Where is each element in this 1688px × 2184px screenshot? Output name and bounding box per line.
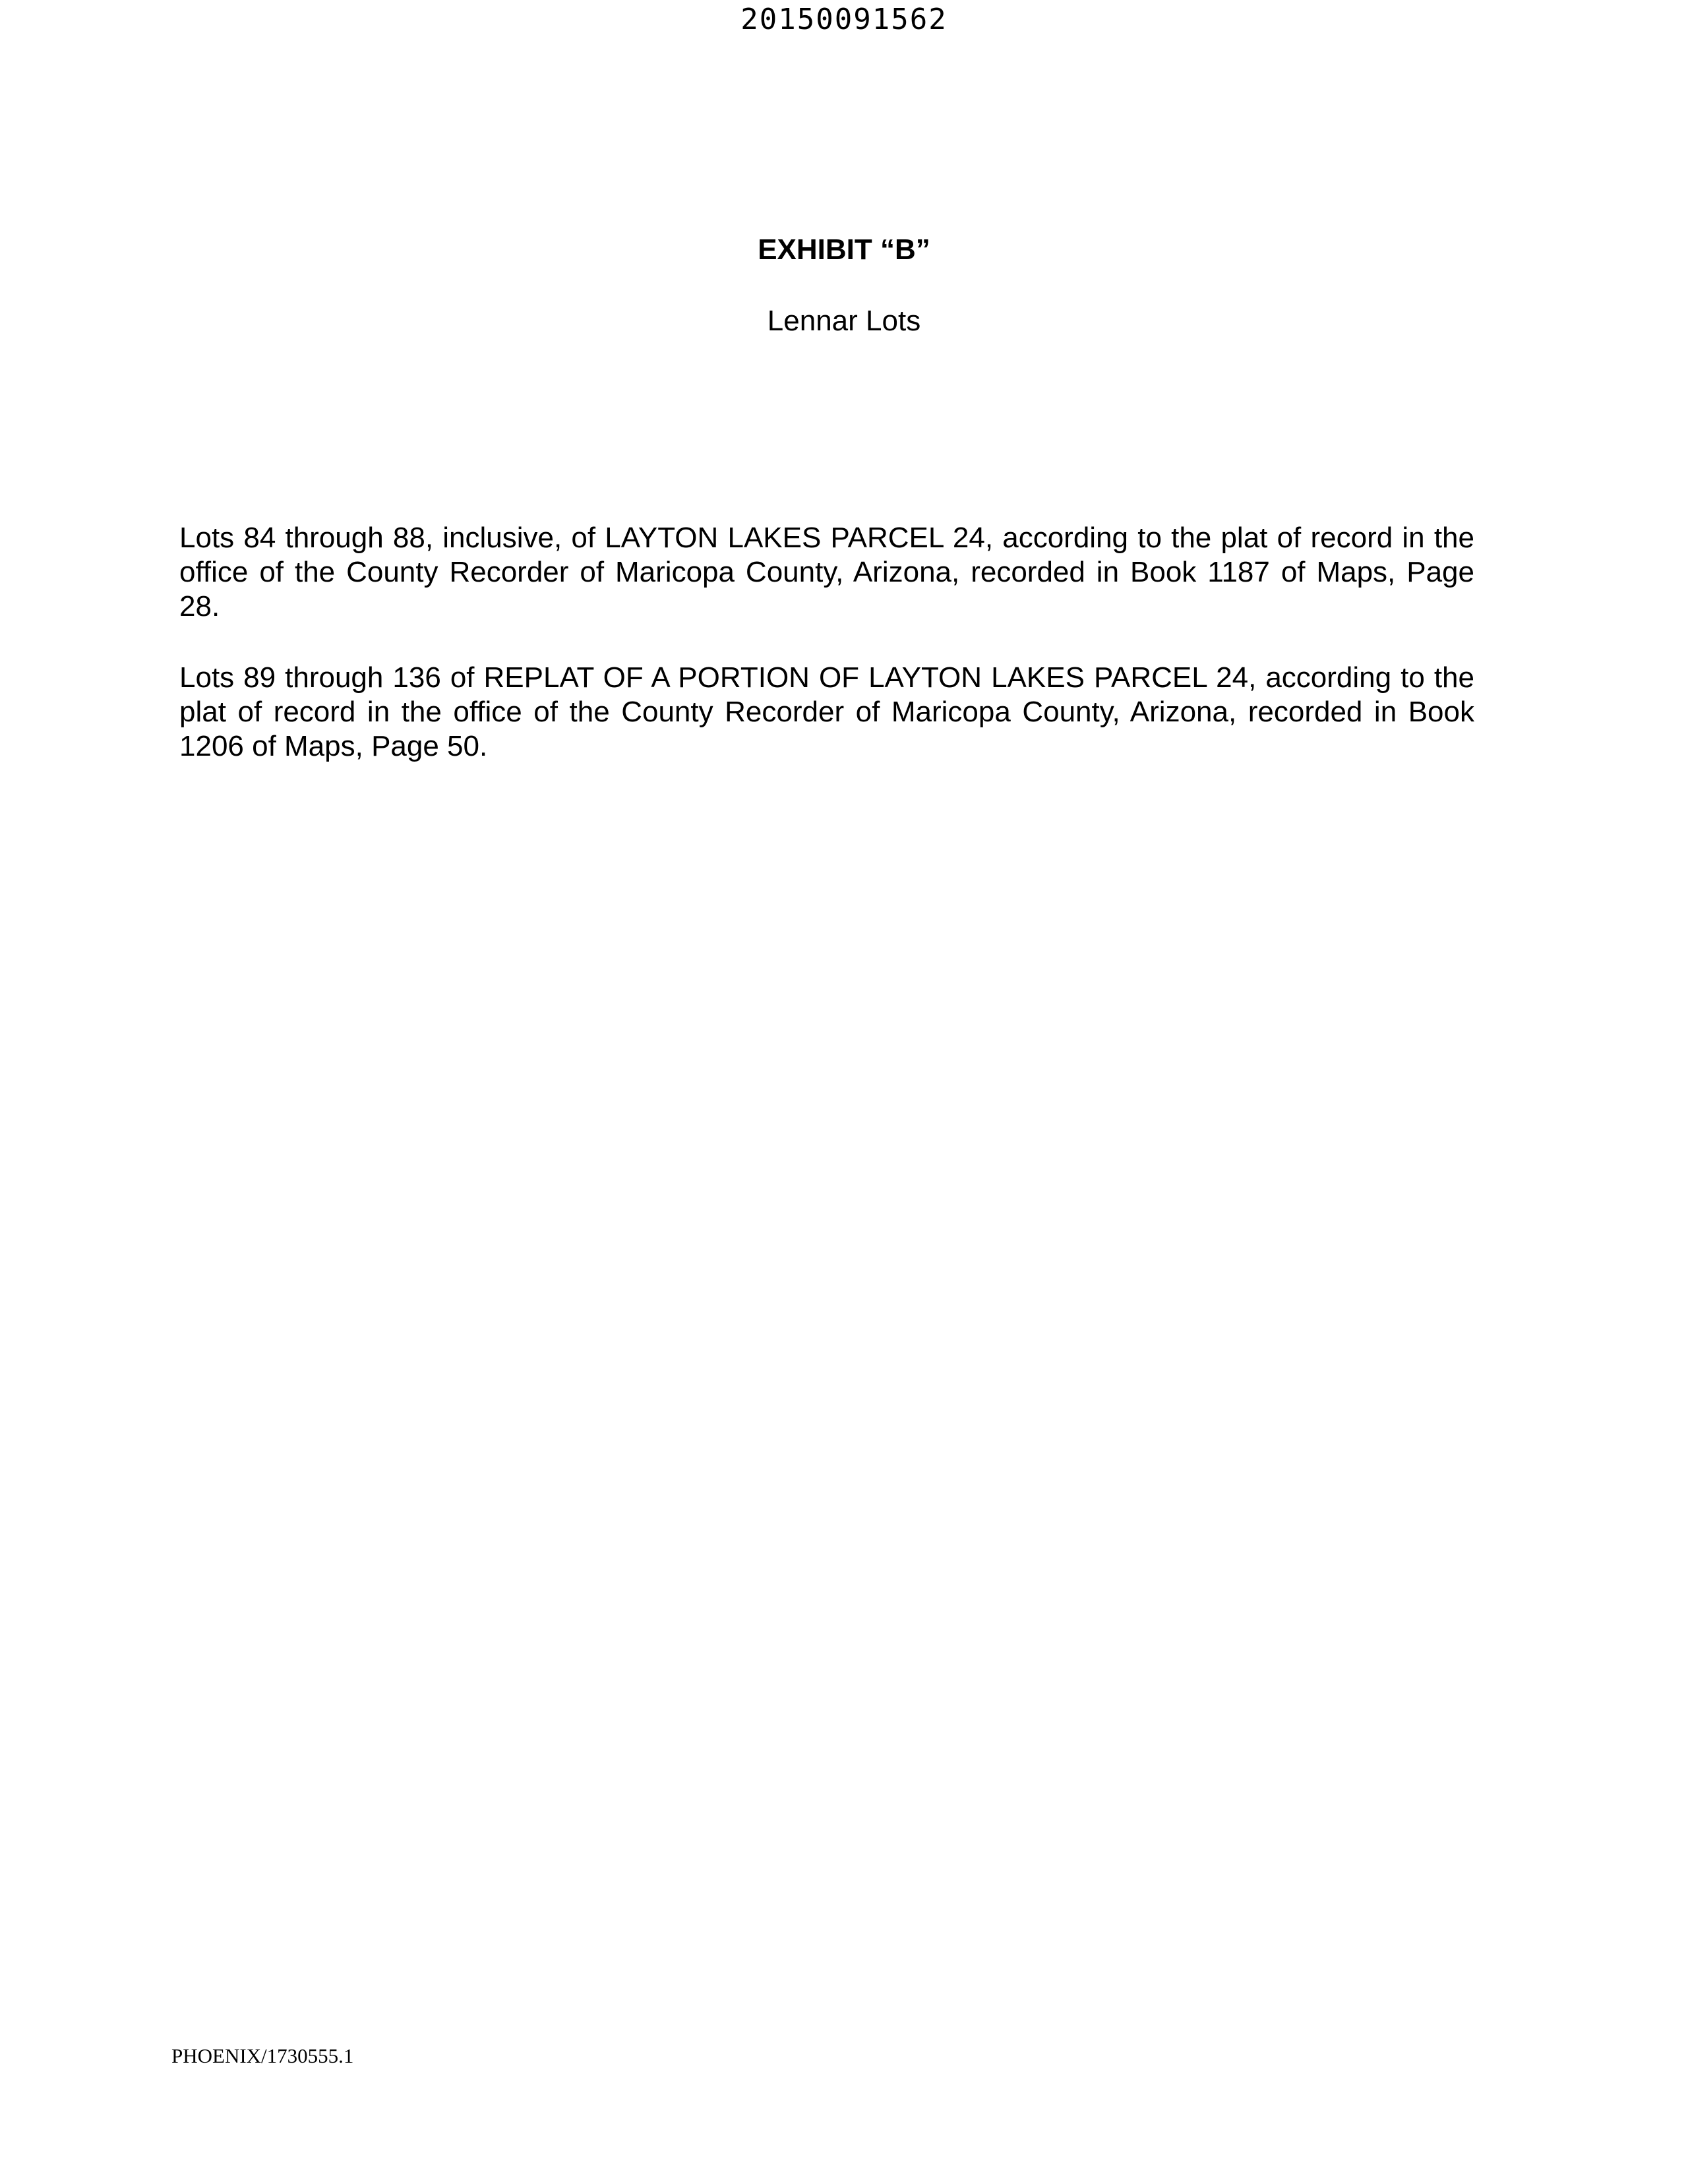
- exhibit-subtitle: Lennar Lots: [767, 305, 921, 337]
- legal-description-paragraph-1: Lots 84 through 88, inclusive, of LAYTON LAKES PARCEL 24, according to the plat of record in the office of the County Recorder of Maricopa County, Arizona, recorded in Book 1187 of Maps, Page 28.: [179, 522, 1474, 622]
- legal-description-paragraph-2: Lots 89 through 136 of REPLAT OF A PORTION OF LAYTON LAKES PARCEL 24, according to the plat of record in the office of the County Recorder of Maricopa County, Arizona, recorded in Book 1206 of Maps, Page 50.: [179, 661, 1474, 762]
- exhibit-title: EXHIBIT “B”: [758, 233, 930, 266]
- document-reference: PHOENIX/1730555.1: [171, 2044, 354, 2067]
- recording-number: 20150091562: [740, 3, 948, 36]
